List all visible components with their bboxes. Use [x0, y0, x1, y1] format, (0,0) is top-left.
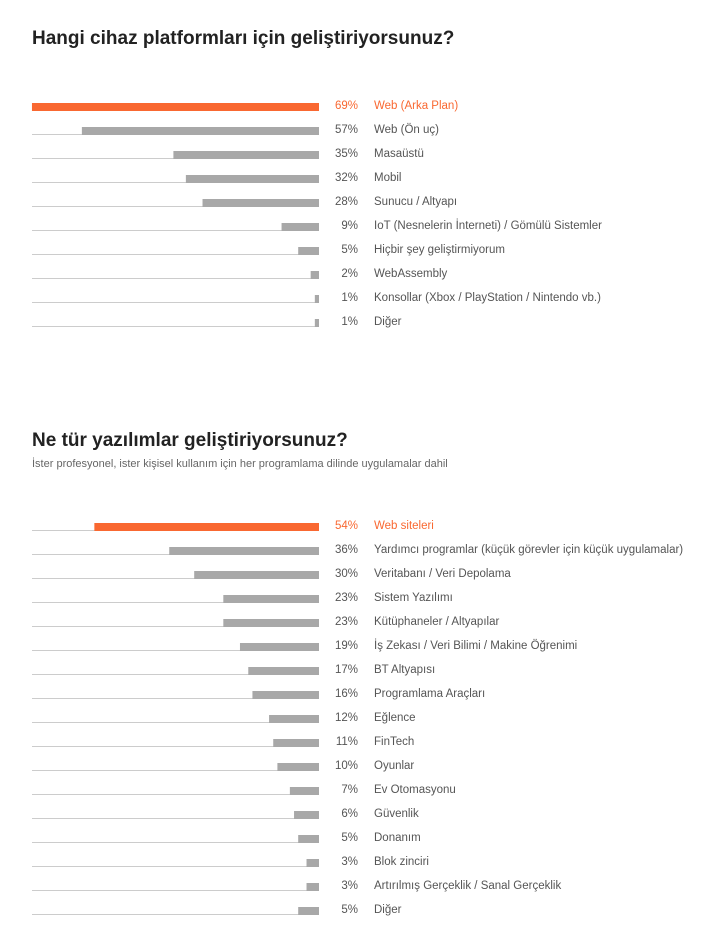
category-label: Donanım	[374, 832, 421, 844]
bar	[173, 151, 319, 159]
category-label: BT Altyapısı	[374, 664, 436, 676]
value-label: 9%	[341, 220, 358, 232]
value-label: 23%	[334, 592, 358, 604]
category-label: WebAssembly	[374, 268, 448, 280]
chart-2-title: Ne tür yazılımlar geliştiriyorsunuz?	[32, 430, 348, 451]
bar	[315, 319, 319, 327]
value-label: 3%	[341, 856, 358, 868]
value-label: 6%	[341, 808, 358, 820]
value-label: 5%	[341, 904, 358, 916]
value-label: 2%	[341, 268, 358, 280]
bar	[252, 691, 319, 699]
category-label: Artırılmış Gerçeklik / Sanal Gerçeklik	[374, 880, 562, 892]
category-label: Masaüstü	[374, 148, 424, 160]
category-label: Hiçbir şey geliştirmiyorum	[374, 244, 505, 256]
bar	[82, 127, 319, 135]
value-label: 5%	[341, 244, 358, 256]
category-label: Konsollar (Xbox / PlayStation / Nintendo vb.)	[374, 292, 601, 304]
value-label: 11%	[335, 736, 358, 748]
category-label: FinTech	[374, 736, 415, 748]
value-label: 12%	[334, 712, 358, 724]
chart-2-subtitle: İster profesyonel, ister kişisel kullanım için her programlama dilinde uygulamalar dahil	[32, 458, 448, 470]
value-label: 10%	[334, 760, 358, 772]
category-label: Kütüphaneler / Altyapılar	[374, 616, 500, 628]
bar	[307, 859, 319, 867]
value-label: 54%	[334, 520, 358, 532]
bar	[290, 787, 319, 795]
value-label: 1%	[341, 292, 358, 304]
bar	[94, 523, 319, 531]
value-label: 30%	[334, 568, 358, 580]
bar	[223, 619, 319, 627]
value-label: 32%	[334, 172, 358, 184]
bar	[269, 715, 319, 723]
bar	[273, 739, 319, 747]
bar	[282, 223, 319, 231]
bar	[307, 883, 319, 891]
category-label: Veritabanı / Veri Depolama	[374, 568, 511, 580]
chart-1-device-platforms	[0, 90, 723, 340]
chart-2-software-types	[0, 510, 723, 930]
value-label: 28%	[334, 196, 358, 208]
category-label: Sunucu / Altyapı	[374, 196, 458, 208]
category-label: Eğlence	[374, 712, 416, 724]
bar	[169, 547, 319, 555]
bar	[32, 103, 319, 111]
category-label: Programlama Araçları	[374, 688, 486, 700]
chart-1-title: Hangi cihaz platformları için geliştiriyorsunuz?	[32, 28, 455, 49]
bar	[298, 835, 319, 843]
category-label: Web (Ön uç)	[374, 124, 439, 136]
category-label: Web siteleri	[374, 520, 434, 532]
category-label: Sistem Yazılımı	[374, 592, 453, 604]
category-label: Oyunlar	[374, 760, 415, 772]
value-label: 17%	[334, 664, 358, 676]
value-label: 36%	[334, 544, 358, 556]
value-label: 5%	[341, 832, 358, 844]
value-label: 1%	[341, 316, 358, 328]
bar	[315, 295, 319, 303]
value-label: 3%	[341, 880, 358, 892]
bar	[186, 175, 319, 183]
bar	[223, 595, 319, 603]
bar	[277, 763, 319, 771]
value-label: 16%	[334, 688, 358, 700]
value-label: 69%	[334, 100, 358, 112]
category-label: IoT (Nesnelerin İnterneti) / Gömülü Sistemler	[374, 220, 602, 232]
bar	[294, 811, 319, 819]
value-label: 19%	[334, 640, 358, 652]
value-label: 23%	[334, 616, 358, 628]
category-label: Diğer	[374, 316, 402, 328]
category-label: İş Zekası / Veri Bilimi / Makine Öğrenimi	[374, 640, 578, 652]
value-label: 35%	[334, 148, 358, 160]
category-label: Ev Otomasyonu	[374, 784, 456, 796]
bar	[194, 571, 319, 579]
bar	[298, 247, 319, 255]
bar	[298, 907, 319, 915]
category-label: Güvenlik	[374, 808, 419, 820]
category-label: Yardımcı programlar (küçük görevler için küçük uygulamalar)	[374, 544, 684, 556]
category-label: Mobil	[374, 172, 402, 184]
bar	[203, 199, 319, 207]
value-label: 57%	[334, 124, 358, 136]
category-label: Blok zinciri	[374, 856, 429, 868]
bar	[248, 667, 319, 675]
bar	[311, 271, 319, 279]
value-label: 7%	[341, 784, 358, 796]
category-label: Web (Arka Plan)	[374, 100, 459, 112]
category-label: Diğer	[374, 904, 402, 916]
bar	[240, 643, 319, 651]
